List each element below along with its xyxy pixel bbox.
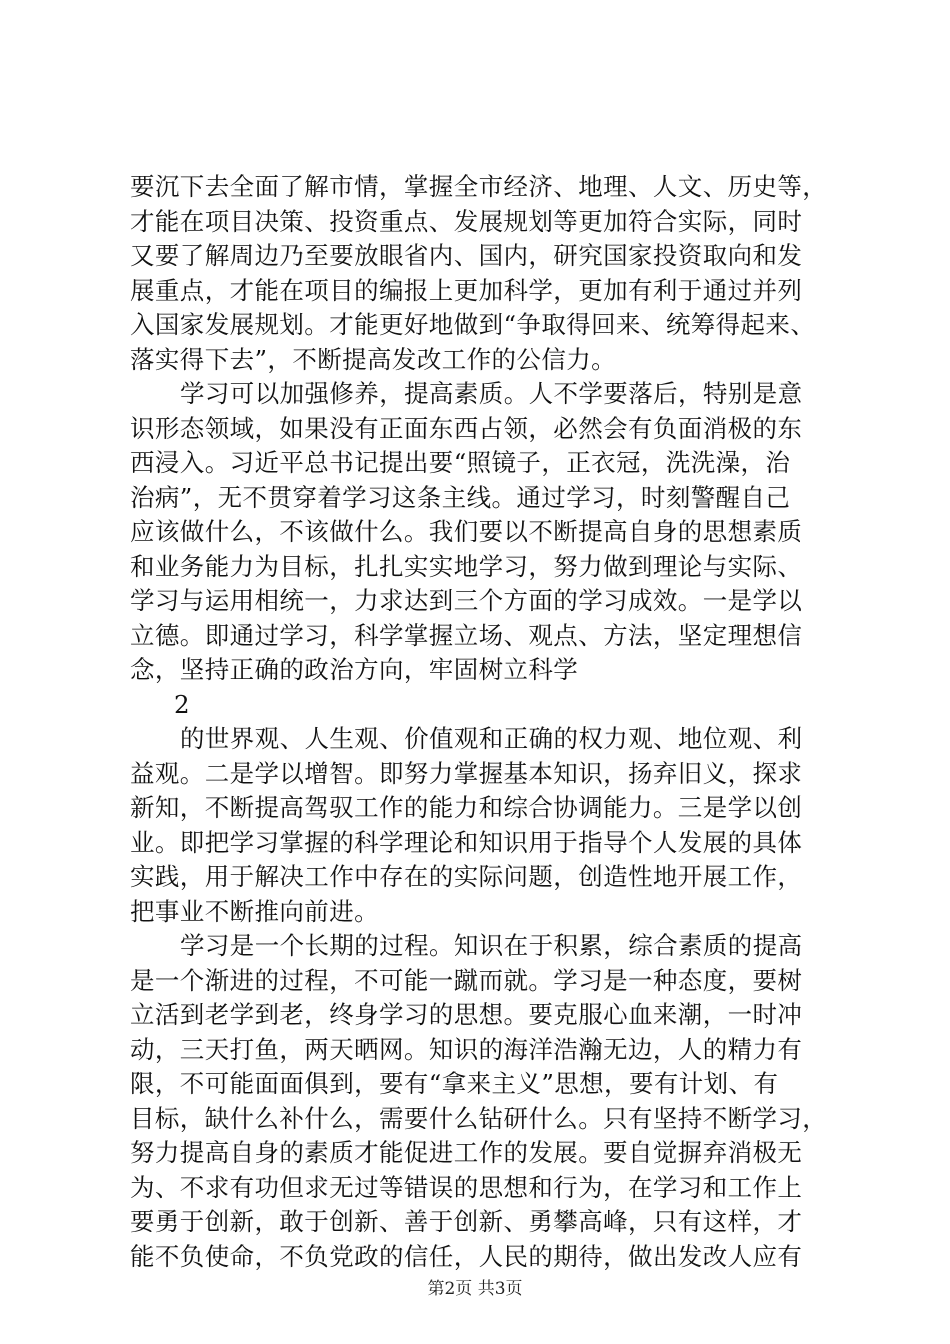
paragraph-start-line: 学习是一个长期的过程。知识在于积累，综合素质的提高 — [180, 931, 803, 960]
text-line-17: 的世界观、人生观、价值观和正确的权力观、地位观、利 — [180, 724, 803, 753]
text-line-9: 西浸入。习近平总书记提出要“照镜子，正衣冠，洗洗澡，治 — [130, 448, 791, 477]
text-line-24: 是一个渐进的过程，不可能一蹴而就。学习是一种态度，要树 — [130, 965, 803, 995]
text-line-28: 目标，缺什么补什么，需要什么钻研什么。只有坚持不断学习， — [130, 1103, 828, 1133]
text-line-27: 限，不可能面面俱到，要有“拿来主义”思想，要有计划、有 — [130, 1069, 779, 1098]
text-line-8: 识形态领域，如果没有正面东西占领，必然会有负面消极的东 — [130, 413, 803, 443]
text-line-25: 立活到老学到老，终身学习的思想。要克服心血来潮，一时冲 — [130, 1000, 803, 1029]
text-line-22: 把事业不断推向前进。 — [130, 896, 379, 926]
document-body — [130, 170, 830, 1274]
text-line-6: 落实得下去”，不断提高发改工作的公信力。 — [130, 344, 617, 374]
text-line-20: 业。即把学习掌握的科学理论和知识用于指导个人发展的具体 — [130, 827, 803, 857]
text-line-3: 又要了解周边乃至要放眼省内、国内，研究国家投资取向和发 — [130, 241, 803, 270]
text-line-2: 才能在项目决策、投资重点、发展规划等更加符合实际，同时 — [130, 206, 803, 236]
text-line-26: 动，三天打鱼，两天晒网。知识的海洋浩瀚无边，人的精力有 — [130, 1034, 803, 1064]
text-line-31: 要勇于创新，敢于创新、善于创新、勇攀高峰，只有这样，才 — [130, 1207, 803, 1236]
text-line-21: 实践，用于解决工作中存在的实际问题，创造性地开展工作， — [130, 862, 803, 891]
text-line-29: 努力提高自身的素质才能促进工作的发展。要自觉摒弃消极无 — [130, 1138, 803, 1167]
paragraph-start-line: 学习可以加强修养，提高素质。人不学要落后，特别是意 — [180, 379, 803, 408]
text-line-15: 念，坚持正确的政治方向，牢固树立科学 — [130, 655, 579, 684]
text-line-5: 入国家发展规划。才能更好地做到“争取得回来、统筹得起来、 — [130, 310, 816, 339]
inline-page-number: 2 — [174, 689, 190, 719]
text-line-19: 新知，不断提高驾驭工作的能力和综合协调能力。三是学以创 — [130, 793, 803, 822]
text-line-18: 益观。二是学以增智。即努力掌握基本知识，扬弃旧义，探求 — [130, 758, 803, 788]
text-line-30: 为、不求有功但求无过等错误的思想和行为，在学习和工作上 — [130, 1172, 803, 1202]
text-line-12: 和业务能力为目标，扎扎实实地学习，努力做到理论与实际、 — [130, 551, 803, 581]
text-line-32: 能不负使命，不负党政的信任，人民的期待，做出发改人应有 — [130, 1241, 803, 1271]
text-line-13: 学习与运用相统一，力求达到三个方面的学习成效。一是学以 — [130, 586, 803, 615]
text-line-14: 立德。即通过学习，科学掌握立场、观点、方法，坚定理想信 — [130, 620, 803, 650]
text-line-10: 治病”，无不贯穿着学习这条主线。通过学习，时刻警醒自己 — [130, 482, 791, 512]
page-footer: 第2页 共3页 — [427, 1279, 523, 1299]
text-line-1: 要沉下去全面了解市情，掌握全市经济、地理、人文、历史等， — [130, 172, 828, 201]
text-line-4: 展重点，才能在项目的编报上更加科学，更加有利于通过并列 — [130, 275, 803, 305]
text-line-11: 应该做什么，不该做什么。我们要以不断提高自身的思想素质 — [130, 517, 803, 546]
